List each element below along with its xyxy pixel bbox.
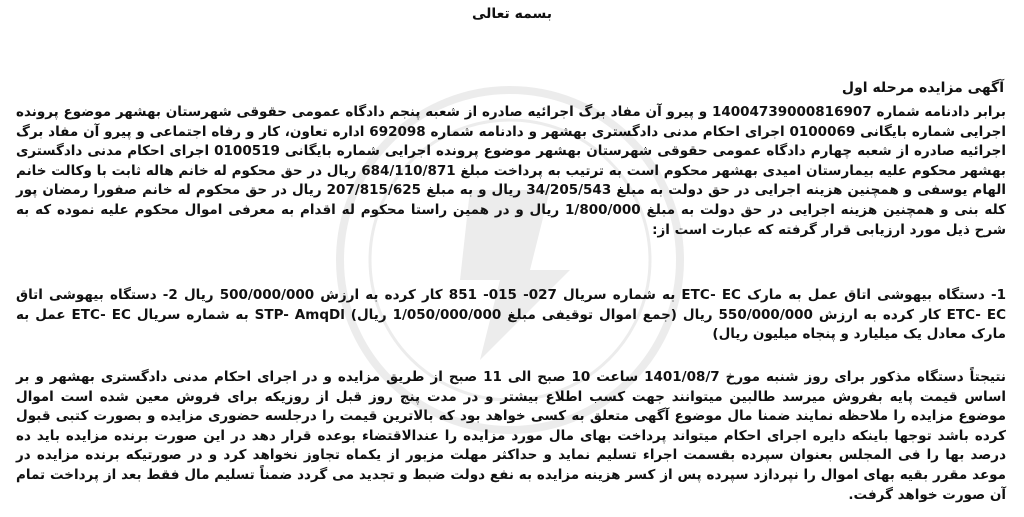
notice-paragraph-intro: برابر دادنامه شماره 14004739000816907 و پیرو آن مفاد برگ اجرائیه صادره از شعبه پنجم دادگاه عمومی حقوقی شهرستان بهشهر موضوع پرونده اجرایی شماره بایگانی 0100069 اجرای احکام مدنی دادگستری بهشهر و دادنامه شماره 692098 اداره تعاون، کار و رفاه اجتماعی و پیرو آن مفاد برگ اجرائیه صادره از شعبه چهارم دادگاه عمومی حقوقی شهرستان بهشهر موضوع پرونده اجرایی شماره بایگانی 0100519 اجرای احکام مدنی دادگستری بهشهر محکوم علیه بیمارستان امیدی بهشهر محکوم است به ترتیب به پرداخت مبلغ 684/110/871 ریال در حق محکوم له خانم هاله ثابت با وکالت خانم الهام یوسفی و همچنین هزینه اجرایی در حق دولت به مبلغ 34/205/543 ریال و به مبلغ 207/815/625 ریال در حق محکوم له خانم صفورا رمضان پور کله بنی و همچنین هزینه اجرایی در حق دولت به مبلغ 1/800/000 ریال و در همین راستا محکوم له اقدام به معرفی اموال محکوم علیه نموده که به شرح ذیل مورد ارزیابی قرار گرفته که عبارت است از: <box>16 104 1007 238</box>
notice-paragraph-items: 1- دستگاه بیهوشی اتاق عمل به مارک ETC- EC به شماره سریال 027- 015- 851 کار کرده به ارزش 500/000/000 ریال 2- دستگاه بیهوشی اتاق ETC- EC کار کرده به ارزش 550/000/000 ریال (جمع اموال توقیفی مبلغ 1/050/000/000 ریال) STP- AmqDl به شماره سریال ETC- EC عمل به مارک معادل یک میلیارد و پنجاه میلیون ریال) <box>16 287 1007 343</box>
notice-paragraph-terms: نتیجتاً دستگاه مذکور برای روز شنبه مورخ 1401/08/7 ساعت 10 صبح الی 11 صبح از طریق مزایده و در اجرای احکام مدنی دادگستری بهشهر و بر اساس قیمت پایه بفروش میرسد طالبین میتوانند جهت کسب اطلاع بیشتر و در مدت پنج روز قبل از روزیکه برای فروش معین شده است اموال موضوع مزایده را ملاحظه نمایند ضمنا مال موضوع آگهی متعلق به کسی خواهد بود که بالاترین قیمت را درجلسه حضوری مزایده و بصورت کتبی قبول کرده باشد توجها باینکه دایره اجرای احکام میتواند پرداخت بهای مال مورد مزایده را عندالاقتضاء بوعده قرار دهد در این صورت برنده مزایده باید ده درصد بها را فی المجلس بعنوان سپرده بقسمت اجراء تسلیم نماید و حداکثر مهلت مزبور از یکماه تجاوز نخواهد کرد و در صورتیکه برنده مزایده در موعد مقرر بقیه بهای اموال را نپردازد سپرده پس از کسر هزینه مزایده به نفع دولت ضبط و تجدید می گردد ضمناً تسلیم مال فقط بعد از پرداخت تمام آن صورت خواهد گرفت. <box>16 369 1006 503</box>
page-heading: بسمه تعالی <box>471 6 553 22</box>
notice-subtitle: آگهی مزایده مرحله اول <box>841 80 1004 96</box>
